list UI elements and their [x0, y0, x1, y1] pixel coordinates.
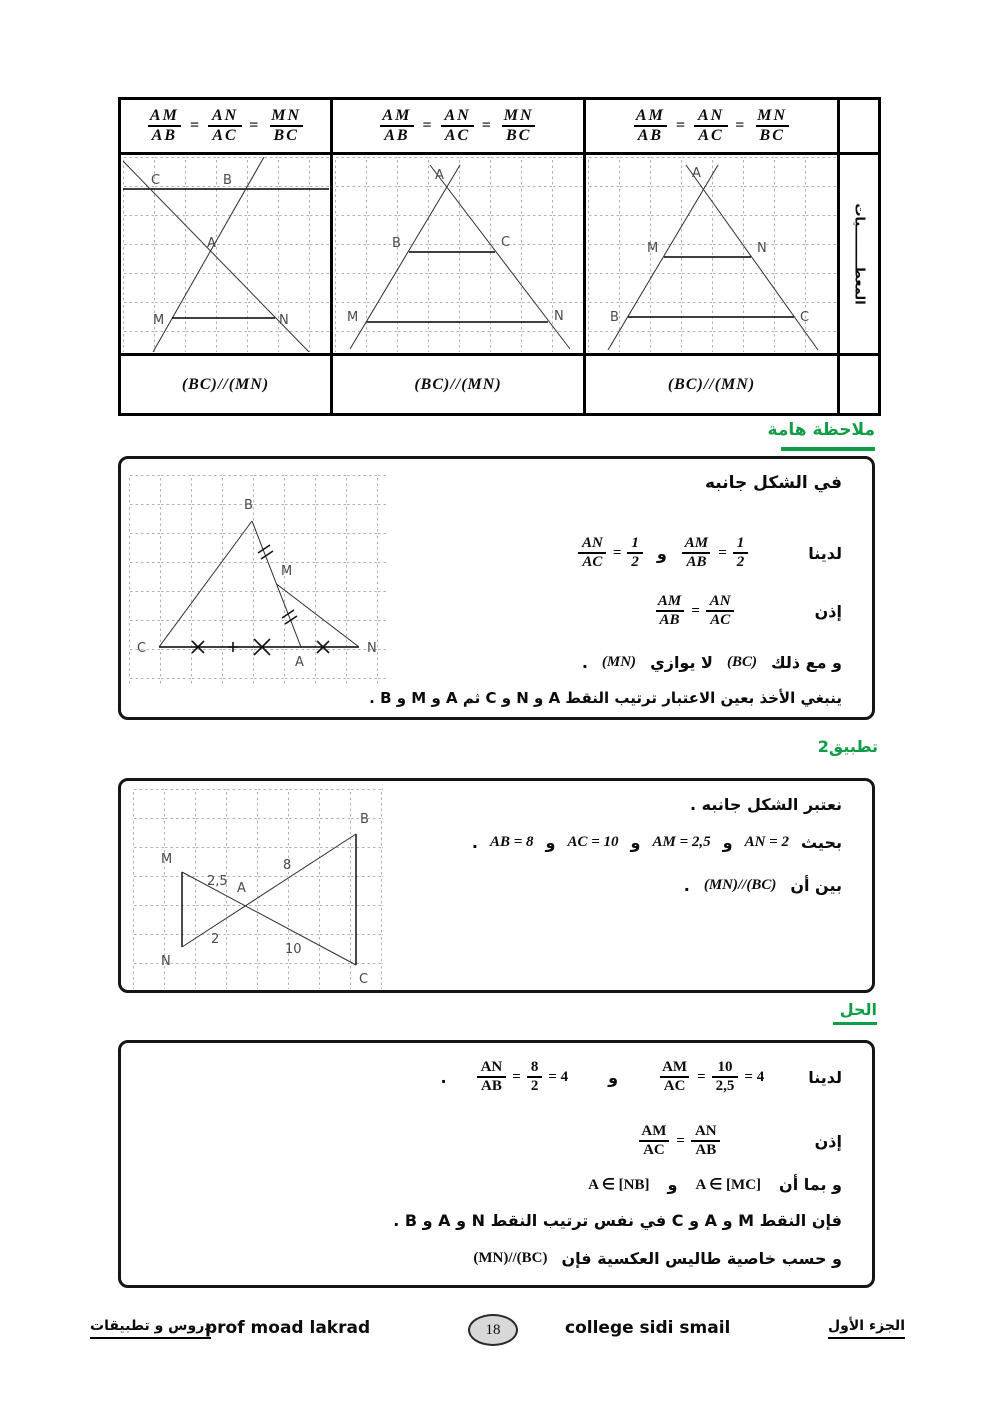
and-label: و — [722, 833, 733, 852]
point-label-n: N — [161, 954, 171, 969]
figure-crossing-lines — [123, 157, 329, 352]
point-label-b: B — [609, 309, 619, 325]
ab-equals-8: AB = 8 — [489, 834, 534, 850]
mn-parallel-bc-math: (MN)//(BC) — [473, 1250, 548, 1266]
footer-corner-cell — [840, 356, 878, 413]
parallel-cell-3 — [586, 356, 840, 413]
application-heading: تطبيق2 — [817, 737, 878, 756]
length-ab: 8 — [283, 858, 292, 873]
solution-given-row — [441, 1059, 843, 1096]
point-label-a: A — [206, 235, 216, 251]
table-side-label: المعطـــــــــيات — [851, 203, 867, 305]
a-in-nb-math: A ∈ [NB] — [588, 1177, 650, 1193]
period: . — [581, 653, 588, 672]
point-label-n: N — [367, 641, 377, 656]
application-box — [118, 778, 875, 993]
line-bc-math: (BC) — [726, 654, 757, 670]
point-label-n: N — [553, 308, 564, 324]
header-corner-cell — [840, 100, 878, 155]
footer-school-name: college sidi smail — [565, 1318, 731, 1338]
solution-membership-row — [588, 1175, 842, 1194]
point-label-b: B — [222, 172, 232, 188]
solution-order-line: فإن النقط M و A و C في نفس ترتيب النقط N و A و B . — [393, 1211, 842, 1230]
such-that-label: بحيث — [800, 833, 842, 852]
footer-part-label: الجزء الأول — [828, 1318, 905, 1339]
we-have-label: لدينا — [808, 543, 842, 563]
length-am: 2,5 — [207, 874, 228, 889]
point-label-m: M — [646, 240, 658, 256]
footer-series-label: دروس و تطبيقات — [90, 1318, 211, 1339]
and-label: و — [608, 1067, 619, 1087]
point-label-n: N — [278, 312, 289, 328]
point-label-n: N — [756, 240, 767, 256]
note-given-row — [578, 535, 842, 572]
parallel-statement: (BC)//(MN) — [414, 375, 502, 393]
length-ac: 10 — [285, 942, 302, 957]
show-that-label: بين أن — [790, 876, 842, 895]
converse-thales-label: و حسب خاصية طاليس العكسية فإن — [561, 1249, 842, 1268]
since-label: و بما أن — [779, 1175, 842, 1194]
length-an: 2 — [211, 932, 220, 947]
note-heading-underline — [781, 447, 875, 451]
parallel-cell-1 — [121, 356, 333, 413]
equation-cell-2 — [333, 100, 586, 155]
figure-cell-1 — [121, 155, 333, 356]
point-label-a: A — [691, 165, 701, 181]
equation-cell-3 — [586, 100, 840, 155]
point-label-c: C — [359, 972, 369, 987]
and-label: و — [667, 1175, 678, 1194]
point-label-a: A — [237, 881, 246, 896]
ac-equals-10: AC = 10 — [567, 834, 619, 850]
and-label: و — [545, 833, 556, 852]
equation-cell-1 — [121, 100, 333, 155]
equal-ratios-equation: $\frac{AM}{AB}$ = $\frac{AN}{AC}$ — [654, 593, 735, 630]
point-label-a: A — [295, 655, 304, 670]
note-intro-line: في الشكل جانبه — [704, 473, 842, 493]
note-order-warning-line: ينبغي الأخذ بعين الاعتبار ترتيب النقط A و N و C ثم A و M و B . — [369, 689, 842, 707]
figure-cell-3 — [586, 155, 840, 356]
therefore-label: إذن — [814, 1131, 842, 1151]
solution-conclusion-row — [473, 1249, 842, 1268]
point-label-b: B — [244, 498, 253, 513]
note-therefore-row — [654, 593, 842, 630]
period: . — [683, 876, 690, 895]
grid-background — [129, 475, 389, 685]
note-not-parallel-row — [582, 653, 842, 672]
app-given-row — [472, 833, 842, 852]
equal-ratios-equation: $\frac{AM}{AC}$ = $\frac{AN}{AB}$ — [637, 1123, 720, 1160]
am-equals-2-5: AM = 2,5 — [652, 834, 711, 850]
parallel-statement: (BC)//(MN) — [181, 375, 270, 393]
and-label: و — [630, 833, 641, 852]
parallel-statement: (BC)//(MN) — [667, 375, 756, 393]
yet-label: و مع ذلك — [770, 653, 842, 672]
we-have-label: لدينا — [808, 1067, 842, 1087]
a-in-mc-math: A ∈ [MC] — [695, 1177, 762, 1193]
note-heading: ملاحظة هامة — [767, 420, 875, 440]
point-label-c: C — [799, 309, 809, 325]
page-number-badge — [468, 1314, 518, 1346]
thales-cases-table — [118, 97, 881, 416]
figure-butterfly — [133, 789, 383, 989]
ratio-an-ab-value: $\frac{AN}{AB}$ = $\frac{8}{2}$ = 4 — [477, 1059, 569, 1096]
point-label-b: B — [360, 812, 369, 827]
line-mn-math: (MN) — [601, 654, 637, 670]
thales-equation: $\frac{AM}{AB}$ = $\frac{AN}{AC}$ = $\frac{MN}{BC}$ — [378, 107, 537, 146]
point-label-m: M — [346, 309, 358, 325]
figure-cell-2 — [333, 155, 586, 356]
app-intro-line: نعتبر الشكل جانبه . — [690, 795, 842, 814]
point-label-c: C — [137, 641, 147, 656]
figure-triangle-mn-below-bc — [335, 157, 582, 352]
page-number: 18 — [485, 1321, 501, 1338]
mn-parallel-bc-math: (MN)//(BC) — [703, 877, 777, 893]
period: . — [471, 833, 478, 852]
figure-triangle-bc-below-mn — [588, 157, 836, 352]
point-label-m: M — [161, 852, 173, 867]
grid-background — [335, 157, 582, 352]
not-parallel-label: لا يوازي — [650, 653, 713, 672]
parallel-cell-2 — [333, 356, 586, 413]
ratio-am-ac-value: $\frac{AM}{AC}$ = $\frac{10}{2,5}$ = 4 — [658, 1059, 764, 1096]
figure-counter-example — [129, 475, 389, 685]
period: . — [440, 1067, 447, 1087]
app-prove-row — [684, 876, 842, 895]
ratio-am-ab-half: $\frac{AM}{AB}$ = $\frac{1}{2}$ — [681, 535, 748, 572]
solution-heading: الحل — [839, 1000, 877, 1019]
ratio-an-ac-half: $\frac{AN}{AC}$ = $\frac{1}{2}$ — [578, 535, 643, 572]
point-label-m: M — [281, 564, 293, 579]
side-label-cell — [840, 155, 878, 356]
point-label-a: A — [434, 167, 444, 183]
solution-heading-underline — [833, 1022, 877, 1025]
point-label-c: C — [500, 234, 510, 250]
solution-therefore-row — [637, 1123, 842, 1160]
footer-prof-name: prof moad lakrad — [205, 1318, 371, 1338]
therefore-label: إذن — [814, 601, 842, 621]
and-label: و — [656, 543, 667, 563]
note-box — [118, 456, 875, 720]
thales-equation: $\frac{AM}{AB}$ = $\frac{AN}{AC}$ = $\frac{MN}{BC}$ — [146, 107, 305, 146]
point-label-c: C — [150, 172, 160, 188]
thales-equation: $\frac{AM}{AB}$ = $\frac{AN}{AC}$ = $\frac{MN}{BC}$ — [632, 107, 791, 146]
solution-box — [118, 1040, 875, 1288]
an-equals-2: AN = 2 — [744, 834, 789, 850]
point-label-m: M — [152, 312, 164, 328]
point-label-b: B — [391, 235, 401, 251]
